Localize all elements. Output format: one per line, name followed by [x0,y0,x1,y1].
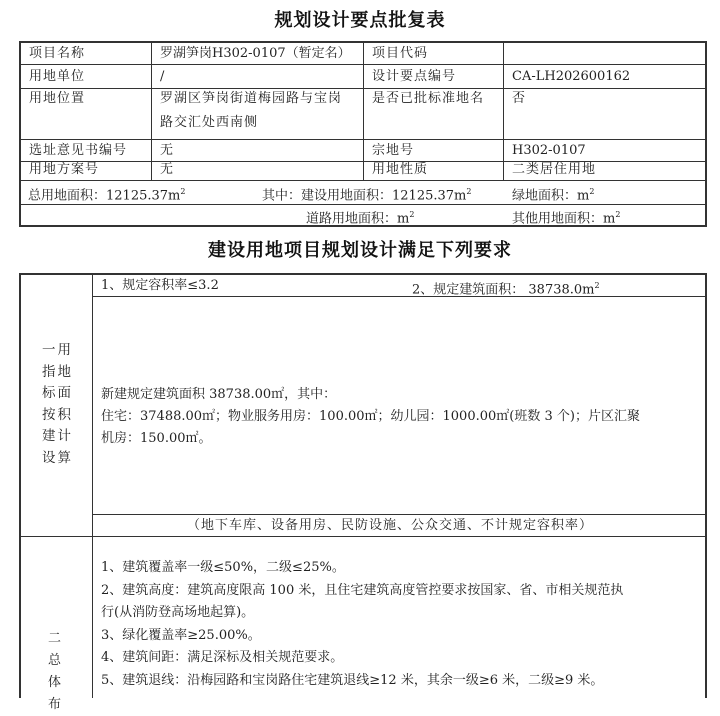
section-2-label: 二 总 体 布 [48,631,62,712]
location-label: 用地位置 [29,91,86,106]
list-item: 5、建筑退线：沿梅园路和宝岗路住宅建筑退线≥12 米，其余一级≥6 米，二级≥9 米。 [101,672,604,688]
green-area: 绿地面积：$m^2$ [512,187,595,204]
site-opinion-label: 选址意见书编号 [29,143,128,158]
road-area: 道路用地面积：$m^2$ [306,210,415,227]
list-item: 2、建筑高度：建筑高度限高 100 米，且住宅建筑高度管控要求按国家、省、市相关规范执 [101,582,624,598]
project-name-label: 项目名称 [29,46,86,61]
layout-requirements [101,557,623,692]
approved-name-label: 是否已批标准地名 [372,91,485,106]
section-title: 建设用地项目规划设计满足下列要求 [208,240,512,261]
parcel-label: 宗地号 [372,143,415,158]
other-area: 其他用地面积：$m^2$ [512,210,621,227]
parcel: H302-0107 [512,143,586,158]
gfa-detail: 新建规定建筑面积 38738.00㎡，其中： 住宅：37488.00㎡；物业服务用房：100.00㎡；幼儿园：1000.00㎡(班数 3 个)；片区汇聚 机房：150.00㎡。 [101,387,640,446]
total-area: 总用地面积：$12125.37m^2$ [28,187,186,204]
section-1-label: 一用 指地 标面 按积 建计 设算 [42,342,73,466]
excluded-note: （地下车库、设备用房、民防设施、公众交通、不计规定容积率） [187,518,594,533]
list-item: 1、建筑覆盖率一级≤50%，二级≤25%。 [101,560,345,575]
approved-name: 否 [512,91,527,106]
nature: 二类居住用地 [512,162,597,177]
site-opinion: 无 [160,143,175,158]
far-limit: 1、规定容积率≤3.2 [101,278,219,293]
design-no-label: 设计要点编号 [372,69,457,84]
list-item: 行(从消防登高场地起算)。 [101,605,255,620]
unit: / [160,69,166,84]
build-area: 其中：建设用地面积：$12125.37m^2$ [262,187,472,204]
list-item: 3、绿化覆盖率≥25.00%。 [101,627,261,643]
location-line-2: 路交汇处西南侧 [160,115,259,130]
page-title: 规划设计要点批复表 [274,10,446,31]
list-item: 4、建筑间距：满足深标及相关规范要求。 [101,650,344,665]
project-name: 罗湖笋岗H302-0107（暂定名） [160,46,351,61]
gfa-limit: 2、规定建筑面积： $38738.0m^2$ [412,281,600,298]
project-code-label: 项目代码 [372,46,429,61]
design-no: CA-LH202600162 [512,69,631,84]
plan-no-label: 用地方案号 [29,162,100,177]
location-line-1: 罗湖区笋岗街道梅园路与宝岗 [160,91,343,106]
nature-label: 用地性质 [372,162,429,177]
unit-label: 用地单位 [29,69,86,84]
plan-no: 无 [160,162,175,177]
